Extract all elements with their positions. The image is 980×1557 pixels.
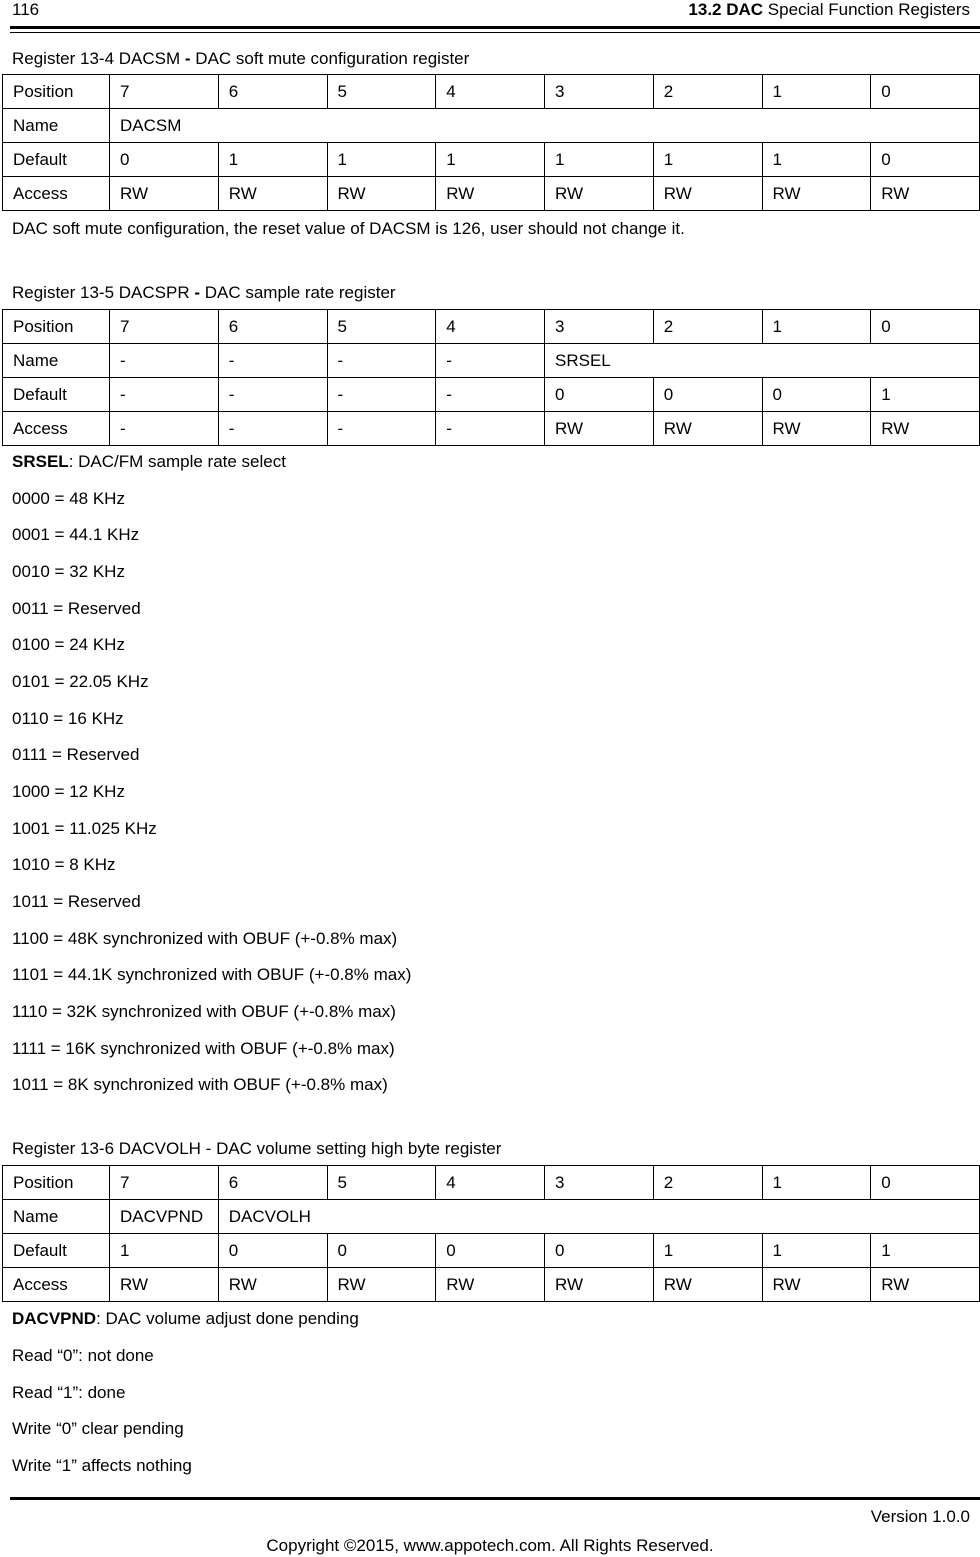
field-name: DACVPND <box>12 1309 97 1328</box>
register-title-prefix: Register 13-4 DACSM <box>12 49 185 68</box>
table-cell: 6 <box>218 1166 327 1200</box>
register-table-dacsm <box>2 74 980 211</box>
table-cell: 0 <box>218 1234 327 1268</box>
register-title-dash: - <box>194 283 201 302</box>
register-note-dacsm: DAC soft mute configuration, the reset value of DACSM is 126, user should not change it. <box>12 219 685 238</box>
table-cell: Name <box>3 109 110 143</box>
table-row-default <box>3 378 980 412</box>
table-cell: Default <box>3 143 110 177</box>
register-title-prefix: Register 13-5 DACSPR <box>12 283 195 302</box>
field-desc: : DAC volume adjust done pending <box>96 1309 359 1328</box>
table-cell: - <box>110 378 219 412</box>
table-cell: 1 <box>762 143 871 177</box>
field-name: SRSEL <box>12 452 69 471</box>
table-cell: 1 <box>871 1234 980 1268</box>
list-item: 1001 = 11.025 KHz <box>12 819 157 838</box>
table-cell: RW <box>110 177 219 211</box>
header-rule-thick <box>10 26 980 29</box>
table-cell: 3 <box>545 1166 654 1200</box>
list-item: 0111 = Reserved <box>12 745 140 764</box>
copyright-notice: Copyright ©2015, www.appotech.com. All Rights Reserved. <box>266 1536 714 1555</box>
register-title-suffix: DAC sample rate register <box>200 283 396 302</box>
list-item: Read “0”: not done <box>12 1346 154 1365</box>
list-item: 0010 = 32 KHz <box>12 562 125 581</box>
footer-rule <box>10 1497 980 1500</box>
table-cell: 1 <box>110 1234 219 1268</box>
table-cell: Access <box>3 177 110 211</box>
table-cell: Position <box>3 310 110 344</box>
list-item: Write “1” affects nothing <box>12 1456 192 1475</box>
register-title-dash: - <box>184 49 191 68</box>
table-cell: 1 <box>436 143 545 177</box>
register-title-dacvolh: Register 13-6 DACVOLH - DAC volume setting high byte register <box>12 1139 502 1158</box>
table-row-name <box>3 109 980 143</box>
table-cell: DACVOLH <box>218 1200 979 1234</box>
table-cell: 7 <box>110 75 219 109</box>
table-cell: 0 <box>436 1234 545 1268</box>
table-cell: 1 <box>545 143 654 177</box>
table-cell: 6 <box>218 310 327 344</box>
table-row-position <box>3 75 980 109</box>
list-item: 0011 = Reserved <box>12 599 141 618</box>
list-item: Read “1”: done <box>12 1383 126 1402</box>
table-cell: RW <box>653 177 762 211</box>
register-title-dacspr <box>12 283 396 303</box>
table-cell: RW <box>436 177 545 211</box>
table-cell: RW <box>871 177 980 211</box>
table-row-access <box>3 1268 980 1302</box>
table-cell: 5 <box>327 75 436 109</box>
list-item: 1000 = 12 KHz <box>12 782 125 801</box>
table-cell: - <box>218 412 327 446</box>
list-item: 0001 = 44.1 KHz <box>12 525 140 544</box>
table-cell: RW <box>327 1268 436 1302</box>
table-cell: SRSEL <box>545 344 980 378</box>
field-desc-srsel <box>12 452 286 472</box>
table-cell: 4 <box>436 75 545 109</box>
version-label: Version 1.0.0 <box>870 1507 970 1526</box>
list-item: 1100 = 48K synchronized with OBUF (+-0.8% max) <box>12 929 398 948</box>
table-cell: 1 <box>762 75 871 109</box>
table-cell: Position <box>3 75 110 109</box>
table-cell: - <box>436 378 545 412</box>
table-cell: 5 <box>327 1166 436 1200</box>
table-row-position <box>3 310 980 344</box>
field-desc: : DAC/FM sample rate select <box>68 452 286 471</box>
table-cell: 2 <box>653 75 762 109</box>
table-cell: 0 <box>871 75 980 109</box>
table-cell: Default <box>3 378 110 412</box>
table-row-name <box>3 344 980 378</box>
table-cell: 7 <box>110 310 219 344</box>
table-cell: 5 <box>327 310 436 344</box>
table-cell: RW <box>762 1268 871 1302</box>
list-item: 1011 = Reserved <box>12 892 141 911</box>
table-cell: 1 <box>871 378 980 412</box>
table-cell: 0 <box>871 310 980 344</box>
table-cell: 0 <box>110 143 219 177</box>
table-cell: RW <box>653 412 762 446</box>
list-item: 1011 = 8K synchronized with OBUF (+-0.8% max) <box>12 1075 388 1094</box>
table-cell: Name <box>3 344 110 378</box>
table-cell: - <box>436 344 545 378</box>
table-cell: 0 <box>327 1234 436 1268</box>
table-cell: RW <box>327 177 436 211</box>
table-cell: 1 <box>653 1234 762 1268</box>
table-cell: - <box>218 378 327 412</box>
list-item: 1010 = 8 KHz <box>12 855 116 874</box>
section-number: 13.2 DAC <box>688 0 764 19</box>
table-cell: 0 <box>762 378 871 412</box>
table-cell: RW <box>545 177 654 211</box>
table-cell: RW <box>436 1268 545 1302</box>
table-cell: Default <box>3 1234 110 1268</box>
table-cell: RW <box>653 1268 762 1302</box>
list-item: 0100 = 24 KHz <box>12 635 125 654</box>
table-cell: RW <box>871 1268 980 1302</box>
register-table-dacvolh <box>2 1165 980 1302</box>
table-row-name <box>3 1200 980 1234</box>
table-cell: RW <box>545 412 654 446</box>
table-cell: 4 <box>436 310 545 344</box>
list-item: 1101 = 44.1K synchronized with OBUF (+-0.8% max) <box>12 965 412 984</box>
table-cell: Access <box>3 412 110 446</box>
page-number: 116 <box>12 0 40 19</box>
table-cell: 0 <box>871 143 980 177</box>
table-cell: 3 <box>545 75 654 109</box>
table-cell: 2 <box>653 1166 762 1200</box>
register-table-dacspr <box>2 309 980 446</box>
table-cell: - <box>327 378 436 412</box>
list-item: 0000 = 48 KHz <box>12 489 125 508</box>
table-cell: 0 <box>545 1234 654 1268</box>
list-item: 1110 = 32K synchronized with OBUF (+-0.8% max) <box>12 1002 396 1021</box>
table-cell: 6 <box>218 75 327 109</box>
list-item: 1111 = 16K synchronized with OBUF (+-0.8% max) <box>12 1039 395 1058</box>
section-title: Special Function Registers <box>763 0 970 19</box>
table-cell: - <box>436 412 545 446</box>
table-cell: 0 <box>871 1166 980 1200</box>
table-cell: RW <box>110 1268 219 1302</box>
table-cell: 1 <box>762 1166 871 1200</box>
table-cell: RW <box>218 1268 327 1302</box>
table-cell: RW <box>762 177 871 211</box>
table-cell: 0 <box>545 378 654 412</box>
table-cell: 3 <box>545 310 654 344</box>
table-row-access <box>3 177 980 211</box>
table-cell: - <box>327 344 436 378</box>
table-cell: Name <box>3 1200 110 1234</box>
table-cell: 0 <box>653 378 762 412</box>
section-header <box>688 0 970 20</box>
table-cell: 7 <box>110 1166 219 1200</box>
table-row-default <box>3 1234 980 1268</box>
table-row-default <box>3 143 980 177</box>
table-cell: Position <box>3 1166 110 1200</box>
table-cell: - <box>218 344 327 378</box>
table-cell: 1 <box>653 143 762 177</box>
table-cell: Access <box>3 1268 110 1302</box>
header-rule-thin <box>10 32 980 33</box>
table-cell: 4 <box>436 1166 545 1200</box>
table-cell: 1 <box>218 143 327 177</box>
table-cell: 2 <box>653 310 762 344</box>
table-row-position <box>3 1166 980 1200</box>
register-title-dacsm <box>12 49 469 69</box>
table-cell: - <box>110 344 219 378</box>
table-cell: DACVPND <box>110 1200 219 1234</box>
table-cell: 1 <box>762 1234 871 1268</box>
table-cell: RW <box>545 1268 654 1302</box>
table-cell: RW <box>218 177 327 211</box>
register-title-suffix: DAC soft mute configuration register <box>190 49 470 68</box>
field-desc-dacvpnd <box>12 1309 359 1329</box>
table-cell: 1 <box>762 310 871 344</box>
list-item: Write “0” clear pending <box>12 1419 184 1438</box>
table-cell: DACSM <box>110 109 980 143</box>
table-cell: 1 <box>327 143 436 177</box>
table-cell: RW <box>762 412 871 446</box>
list-item: 0110 = 16 KHz <box>12 709 124 728</box>
table-row-access <box>3 412 980 446</box>
list-item: 0101 = 22.05 KHz <box>12 672 149 691</box>
table-cell: - <box>110 412 219 446</box>
table-cell: RW <box>871 412 980 446</box>
table-cell: - <box>327 412 436 446</box>
